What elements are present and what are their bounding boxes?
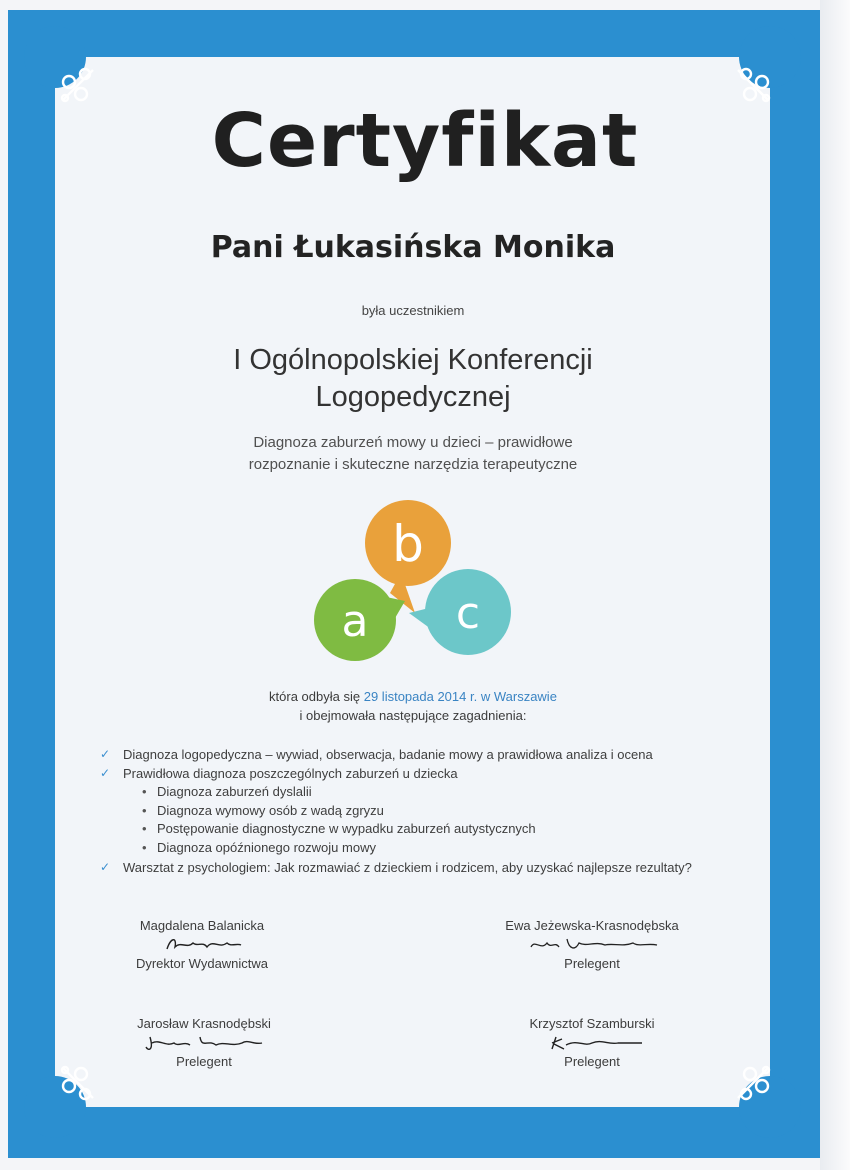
logo-letter-a: a (341, 596, 369, 647)
event-date: 29 listopada 2014 r. (363, 689, 478, 704)
conference-line: I Ogólnopolskiej Konferencji (233, 344, 593, 376)
abc-logo (305, 495, 525, 670)
event-place: w Warszawie (480, 689, 557, 704)
signatory-role: Prelegent (564, 1054, 620, 1069)
conference-subtitle (0, 432, 826, 476)
bullet-icon: • (142, 840, 147, 856)
signatory-name: Krzysztof Szamburski (529, 1016, 655, 1031)
subtitle-line: Diagnoza zaburzeń mowy u dzieci – prawidłowe (253, 434, 573, 451)
handwritten-signature (147, 935, 257, 955)
event-info (0, 687, 826, 725)
signatory-role: Prelegent (564, 956, 620, 971)
signatory-name: Ewa Jeżewska-Krasnodębska (505, 918, 679, 933)
event-line (0, 687, 826, 706)
logo-letter-c: c (455, 588, 481, 639)
topic-text: Diagnoza logopedyczna – wywiad, obserwacja, badanie mowy a prawidłowa analiza i ocena (123, 747, 653, 762)
signature-block (94, 1015, 314, 1071)
signature-block (92, 917, 312, 973)
list-item (100, 764, 740, 783)
signature-block (482, 917, 702, 973)
event-prefix: która odbyła się (269, 689, 361, 704)
list-item (100, 820, 740, 839)
topic-text: Diagnoza zaburzeń dyslalii (157, 784, 312, 799)
logo-letter-b: b (392, 515, 424, 573)
handwritten-signature (134, 1033, 274, 1053)
topic-text: Warsztat z psychologiem: Jak rozmawiać z dzieckiem i rodzicem, aby uzyskać najlepsze rezultaty? (123, 859, 692, 875)
list-item (100, 858, 740, 877)
list-item (100, 783, 740, 802)
topics-list (100, 745, 740, 877)
certificate-title: Certyfikat (211, 98, 639, 184)
topic-text: Prawidłowa diagnoza poszczególnych zaburzeń u dziecka (123, 766, 458, 781)
topic-text: Diagnoza wymowy osób z wadą zgryzu (157, 802, 384, 818)
handwritten-signature (517, 935, 667, 955)
handwritten-signature (522, 1033, 662, 1053)
check-icon: ✓ (100, 747, 111, 761)
topics-intro: i obejmowała następujące zagadnienia: (299, 708, 527, 723)
list-item (100, 839, 740, 858)
topic-text: Postępowanie diagnostyczne w wypadku zaburzeń autystycznych (157, 821, 536, 837)
list-item (100, 745, 740, 764)
subtitle-line: rozpoznanie i skuteczne narzędzia terapeutyczne (248, 456, 578, 473)
bullet-icon: • (142, 821, 147, 837)
conference-name (0, 342, 826, 416)
list-item (100, 802, 740, 821)
conference-line: Logopedycznej (315, 381, 511, 413)
signatory-role: Dyrektor Wydawnictwa (135, 956, 269, 971)
bullet-icon: • (142, 802, 147, 818)
flourish-icon (730, 1060, 776, 1106)
participation-text: była uczestnikiem (361, 303, 465, 318)
topic-text: Diagnoza opóźnionego rozwoju mowy (157, 840, 376, 856)
check-icon: ✓ (100, 766, 111, 780)
recipient-name: Pani Łukasińska Monika (210, 230, 616, 265)
check-icon: ✓ (100, 859, 111, 874)
signatory-role: Prelegent (176, 1054, 232, 1069)
signatory-name: Magdalena Balanicka (139, 918, 265, 933)
signatory-name: Jarosław Krasnodębski (137, 1016, 271, 1031)
signature-block (482, 1015, 702, 1071)
bullet-icon: • (142, 784, 147, 799)
